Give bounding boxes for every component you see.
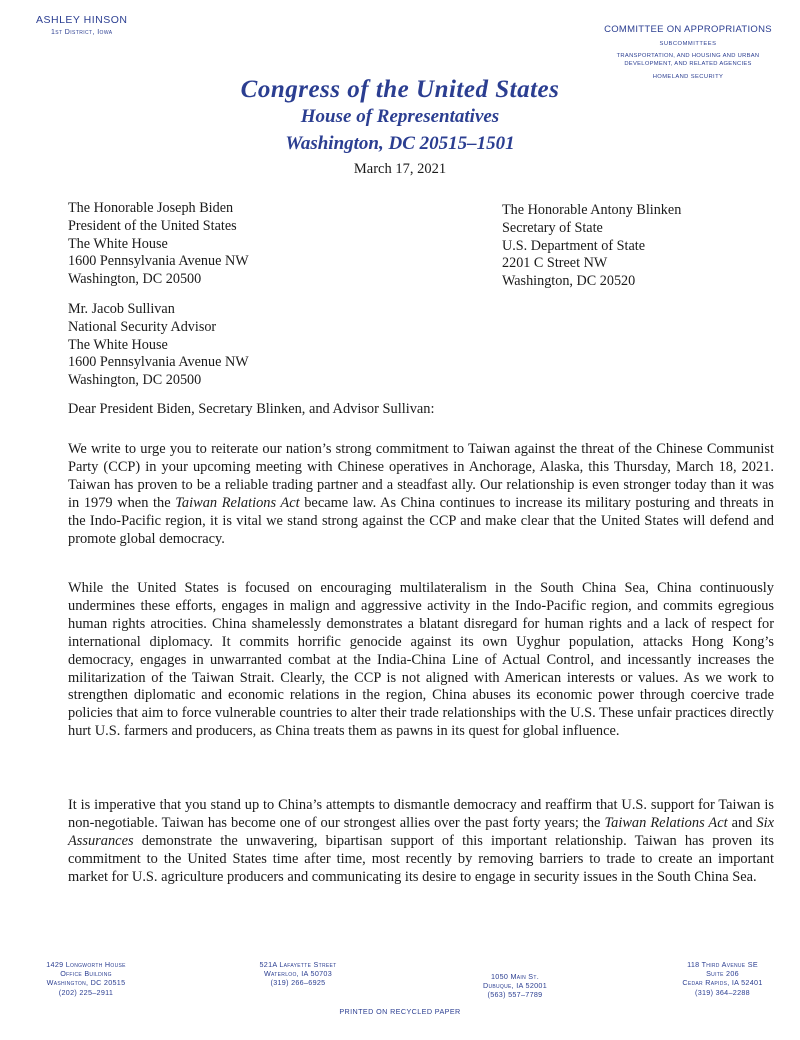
office-line: 118 Third Avenue SE xyxy=(687,960,758,969)
recipient-president xyxy=(68,200,249,289)
address-line: 1600 Pennsylvania Avenue NW xyxy=(68,354,249,371)
office-line: Waterloo, IA 50703 xyxy=(263,969,333,979)
address-line: The White House xyxy=(68,336,168,353)
address-line: 2201 C Street NW xyxy=(502,255,608,272)
office-line: Suite 206 xyxy=(706,969,739,979)
address-line: Secretary of State xyxy=(502,219,603,236)
address-line: Washington, DC 20500 xyxy=(68,271,202,288)
office-line: Cedar Rapids, IA 52401 xyxy=(682,978,763,988)
address-line: Washington, DC 20500 xyxy=(68,372,202,389)
office-line: (319) 364–2288 xyxy=(695,987,750,997)
body-paragraph-2 xyxy=(68,580,774,741)
body-paragraph-3 xyxy=(68,797,774,887)
paragraph-text: While the United States is focused on encouraging multilateralism in the South China Sea, China continuously undermines these efforts, engages in malign and aggressive activity in the Indo-Pacific region, and commits egregious human rights atrocities. China shamelessly demonstrates a blatant disregard for human rights and a lack of respect for international diplomacy. It commits horrific genocide against its own Uyghur population, attacks Hong Kong’s democracy, engages in unwarranted combat at the India-China Line of Actual Control, and incessantly increases the militarization of the Taiwan Strait. Clearly, the CCP is not aligned with American interests or values. As we work to strengthen diplomatic and economic relations in the region, China abuses its economic power through coercive trade policies that aim to force vulnerable countries to alter their trade relationships with the U.S. These unfair practices directly hurt U.S. farmers and producers, as China treats them as pawns in its quest for global influence. xyxy=(68,580,774,740)
office-line: 1050 Main St. xyxy=(490,972,540,981)
member-block xyxy=(36,14,128,36)
paragraph-text: We write to urge you to reiterate our nation’s strong commitment to Taiwan against the threat of the Chinese Communist Party (CCP) in your upcoming meeting with Chinese operatives in Anchorage, Alaska, this Thursday, March 18, 2021. Taiwan has proven to be a reliable trading partner and a steadfast ally. Our relationship is even stronger today than it was in 1979 when the xyxy=(68,441,774,511)
member-district: 1st District, Iowa xyxy=(50,29,113,36)
office-line: (202) 225–2911 xyxy=(58,987,114,997)
recipient-secretary xyxy=(502,202,681,291)
office-dubuque xyxy=(455,972,575,1000)
address-line: Mr. Jacob Sullivan xyxy=(68,301,175,317)
office-cedar-rapids xyxy=(660,960,785,997)
house-heading: House of Representatives xyxy=(300,106,500,127)
body-paragraph-1 xyxy=(68,441,774,548)
italic-title: Taiwan Relations Act xyxy=(175,494,300,511)
italic-title: Six Assurances xyxy=(68,814,775,849)
address-line: The White House xyxy=(68,235,168,252)
office-line: 521A Lafayette Street xyxy=(259,960,337,969)
office-line: (563) 557–7789 xyxy=(487,990,543,1000)
committee-title: COMMITTEE ON APPROPRIATIONS xyxy=(604,24,772,35)
recycled-paper-note: PRINTED ON RECYCLED PAPER xyxy=(339,1007,461,1016)
congress-heading: Congress of the United States xyxy=(240,76,560,103)
office-washington xyxy=(26,960,146,997)
paragraph-text: demonstrate the unwavering, bipartisan support of this important relationship. Taiwan has proven its commitment to the United States time after time, most recently by removing barriers to trade to create an important market for U.S. agriculture producers and communicating its desire to engage in security issues in the South China Sea. xyxy=(68,832,774,885)
address-line: The Honorable Antony Blinken xyxy=(502,202,682,218)
address-line: The Honorable Joseph Biden xyxy=(68,200,234,216)
paragraph-text: became law. As China continues to increase its military posturing and threats in the Indo-Pacific region, it is vital we stand strong against the CCP and make clear that the United States will defend and promote global democracy. xyxy=(68,494,774,547)
recipient-advisor xyxy=(68,301,249,390)
paragraph-text: It is imperative that you stand up to China’s attempts to dismantle democracy and reaffirm that U.S. support for Taiwan is non-negotiable. Taiwan has become one of our strongest allies over the past forty years; the xyxy=(68,797,774,831)
address-line: Washington, DC 20520 xyxy=(502,273,636,290)
address-line: U.S. Department of State xyxy=(502,237,646,254)
subcommittees-label: SUBCOMMITTEES xyxy=(659,41,717,47)
office-line: Dubuque, IA 52001 xyxy=(482,981,548,991)
italic-title: Taiwan Relations Act xyxy=(604,814,728,831)
salutation: Dear President Biden, Secretary Blinken, and Advisor Sullivan: xyxy=(68,401,435,417)
committee-block xyxy=(604,24,772,80)
address-line: President of the United States xyxy=(68,217,237,234)
office-line: Washington, DC 20515 xyxy=(46,978,126,988)
office-waterloo xyxy=(238,960,358,988)
address-line: 1600 Pennsylvania Avenue NW xyxy=(68,253,249,270)
subcommittee-homeland-security: HOMELAND SECURITY xyxy=(652,74,724,80)
letter-date: March 17, 2021 xyxy=(353,161,447,177)
address-line: National Security Advisor xyxy=(68,318,217,335)
member-name: ASHLEY HINSON xyxy=(36,14,128,26)
subcommittee-transportation: TRANSPORTATION, AND HOUSING AND URBAN DEVELOPMENT, AND RELATED AGENCIES xyxy=(616,53,760,67)
office-line: 1429 Longworth House xyxy=(46,960,126,969)
office-line: (319) 266–6925 xyxy=(270,978,326,988)
paragraph-text: and xyxy=(727,814,757,831)
office-line: Office Building xyxy=(60,969,112,979)
city-heading: Washington, DC 20515–1501 xyxy=(285,133,515,154)
